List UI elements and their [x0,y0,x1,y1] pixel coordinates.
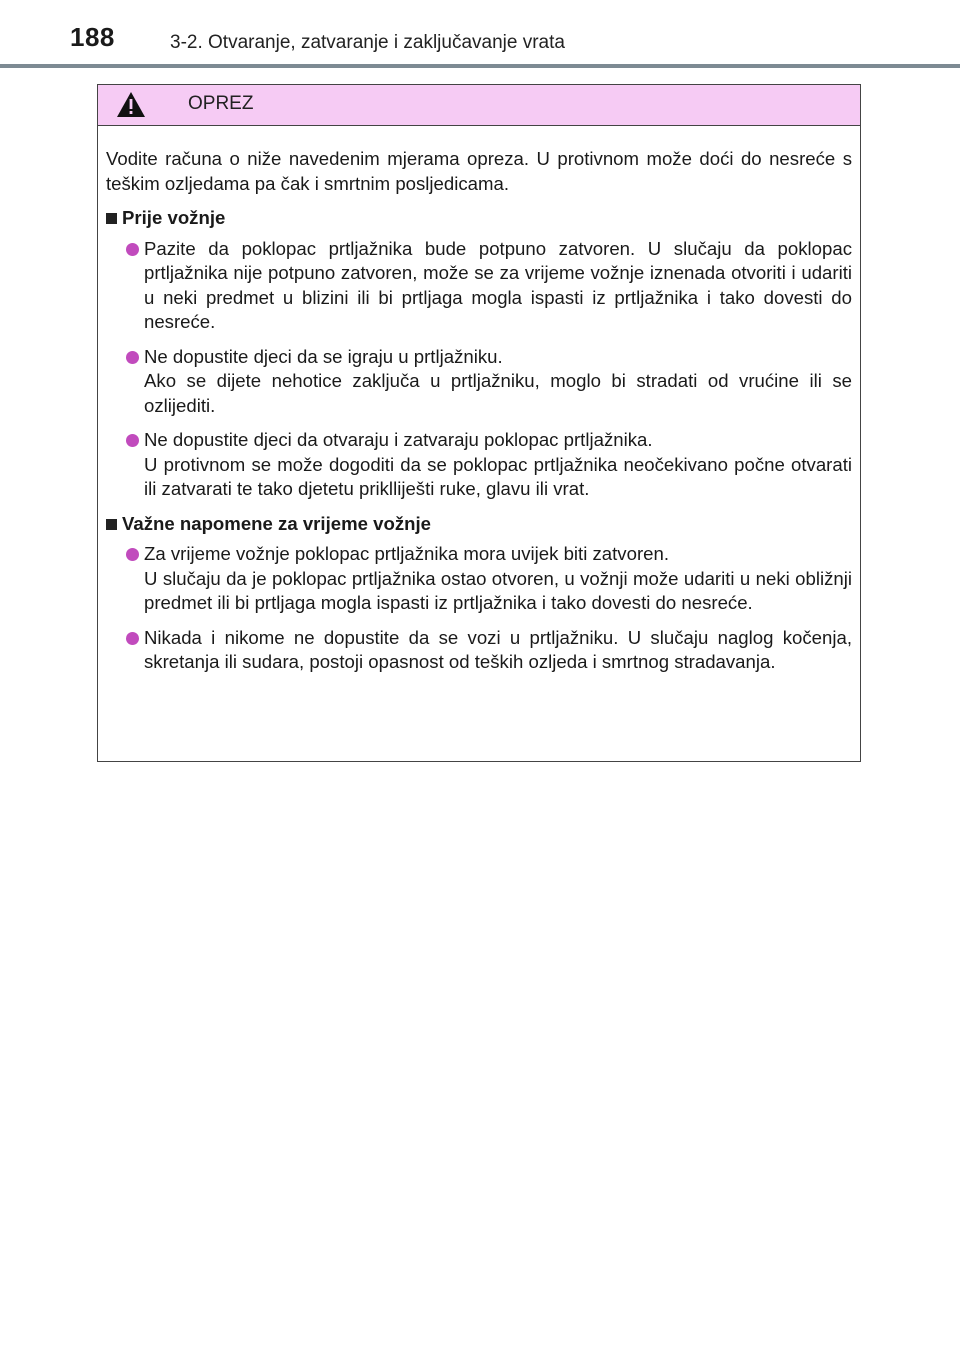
bullet-text: Ne dopustite djeci da otvaraju i zatvaraju poklopac prtljažnika. [144,429,653,450]
page-number: 188 [70,22,115,52]
header-rule [0,64,960,68]
round-bullet-icon [126,632,139,645]
round-bullet-icon [126,351,139,364]
list-item [106,626,852,675]
caution-body [98,126,860,675]
caution-title: OPREZ [188,93,254,114]
caution-intro: Vodite računa o niže navedenim mjerama opreza. U protivnom može doći do nesreće s teškim ozljedama pa čak i smrtnim posljedicama. [106,148,852,194]
square-bullet-icon [106,213,117,224]
round-bullet-icon [126,434,139,447]
section-head [106,512,852,537]
section-heading: Važne napomene za vrijeme vožnje [122,512,431,534]
section-head [106,206,852,231]
bullet-text: U slučaju da je poklopac prtljažnika ostao otvoren, u vožnji može udariti u neki obližnji predmet ili bi prtljaga mogla ispasti iz prtljažnika i tako dovesti do nesreće. [144,567,852,613]
chapter-title: 3-2. Otvaranje, zatvaranje i zaključavanje vrata [170,32,565,53]
list-item [106,237,852,335]
bullet-text: U protivnom se može dogoditi da se poklopac prtljažnika neočekivano počne otvarati ili zatvarati te tako djetetu priklliješti ruke, glavu ili vrat. [144,453,852,499]
caution-header [98,85,860,126]
round-bullet-icon [126,243,139,256]
round-bullet-icon [126,548,139,561]
bullet-text: Ne dopustite djeci da se igraju u prtljažniku. [144,345,503,367]
section-heading: Prije vožnje [122,207,226,228]
list-item [106,428,852,502]
bullet-text: Pazite da poklopac prtljažnika bude potpuno zatvoren. U slučaju da poklopac prtljažnika nije potpuno zatvoren, može se za vrijeme vožnje iznenada otvoriti i udariti u neki predmet u blizini ili bi prtljaga mogla ispasti iz prtljažnika i tako dovesti do nesreće. [144,237,852,332]
bullet-text: Ako se dijete nehotice zaključa u prtljažniku, moglo bi stradati od vrućine ili se ozlijediti. [144,370,852,416]
square-bullet-icon [106,519,117,530]
warning-triangle-icon [116,91,146,118]
bullet-text: Za vrijeme vožnje poklopac prtljažnika mora uvijek biti zatvoren. [144,543,669,564]
caution-box [97,84,861,762]
list-item [106,345,852,419]
list-item [106,542,852,616]
bullet-text: Nikada i nikome ne dopustite da se vozi u prtljažniku. U slučaju naglog kočenja, skretanja ili sudara, postoji opasnost od teških ozljeda i smrtnog stradavanja. [144,626,852,672]
